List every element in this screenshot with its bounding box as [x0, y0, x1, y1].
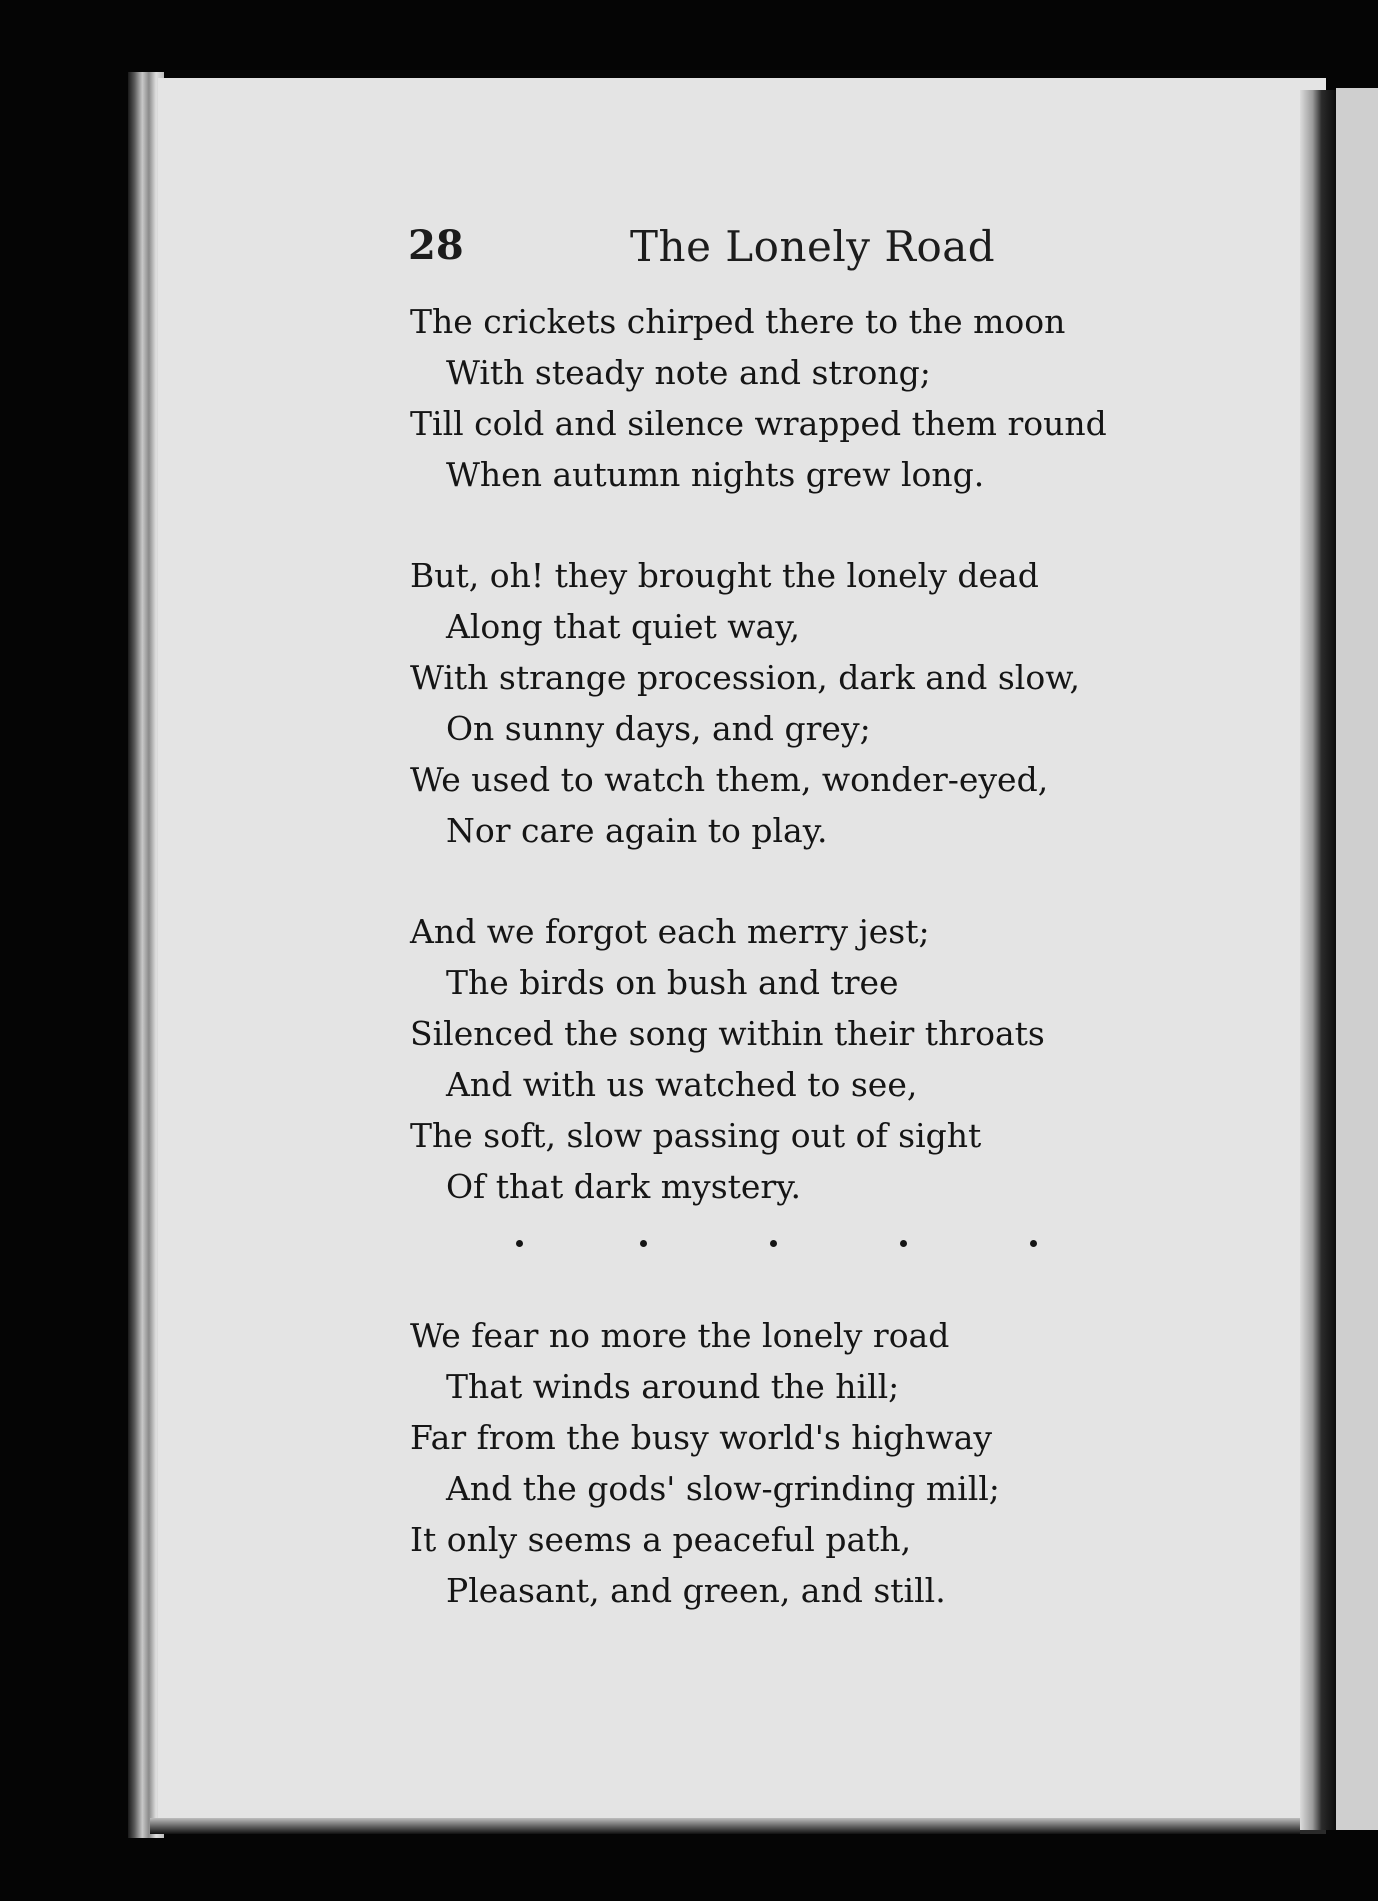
poem-line: And the gods' slow-grinding mill; — [446, 1469, 1000, 1508]
poem-line: With steady note and strong; — [446, 353, 931, 392]
poem-body — [410, 296, 1170, 1666]
poem-line: The birds on bush and tree — [446, 963, 899, 1002]
facing-page-edge — [1336, 88, 1378, 1830]
ellipsis-dot — [1030, 1240, 1037, 1247]
poem-line: The crickets chirped there to the moon — [410, 302, 1066, 341]
ellipsis-dot — [516, 1240, 523, 1247]
page-bottom-edge — [150, 1818, 1300, 1834]
poem-line: Till cold and silence wrapped them round — [410, 404, 1107, 443]
poem-line: But, oh! they brought the lonely dead — [410, 556, 1039, 595]
poem-line: Of that dark mystery. — [446, 1167, 801, 1206]
poem-line: Far from the busy world's highway — [410, 1418, 993, 1457]
poem-line: Along that quiet way, — [446, 607, 800, 646]
page-number: 28 — [408, 222, 464, 269]
stanza — [410, 906, 1170, 1212]
poem-line: With strange procession, dark and slow, — [410, 658, 1081, 697]
poem-line: We fear no more the lonely road — [410, 1316, 950, 1355]
poem-line: We used to watch them, wonder-eyed, — [410, 760, 1049, 799]
poem-line: And with us watched to see, — [446, 1065, 918, 1104]
ellipsis-stanza-break — [410, 1226, 1170, 1272]
poem-line: And we forgot each merry jest; — [410, 912, 930, 951]
poem-line: On sunny days, and grey; — [446, 709, 871, 748]
poem-line: Pleasant, and green, and still. — [446, 1571, 946, 1610]
ellipsis-dot — [770, 1240, 777, 1247]
page-gutter-shadow — [1300, 90, 1336, 1830]
poem-line: Nor care again to play. — [446, 811, 828, 850]
running-title: The Lonely Road — [630, 222, 996, 271]
poem-line: That winds around the hill; — [446, 1367, 900, 1406]
ellipsis-dot — [640, 1240, 647, 1247]
page-header — [408, 222, 1088, 292]
poem-line: When autumn nights grew long. — [446, 455, 985, 494]
poem-line: The soft, slow passing out of sight — [410, 1116, 982, 1155]
stanza — [410, 1310, 1170, 1616]
poem-line: Silenced the song within their throats — [410, 1014, 1045, 1053]
ellipsis-dot — [900, 1240, 907, 1247]
stanza — [410, 296, 1170, 500]
poem-line: It only seems a peaceful path, — [410, 1520, 912, 1559]
stanza — [410, 550, 1170, 856]
